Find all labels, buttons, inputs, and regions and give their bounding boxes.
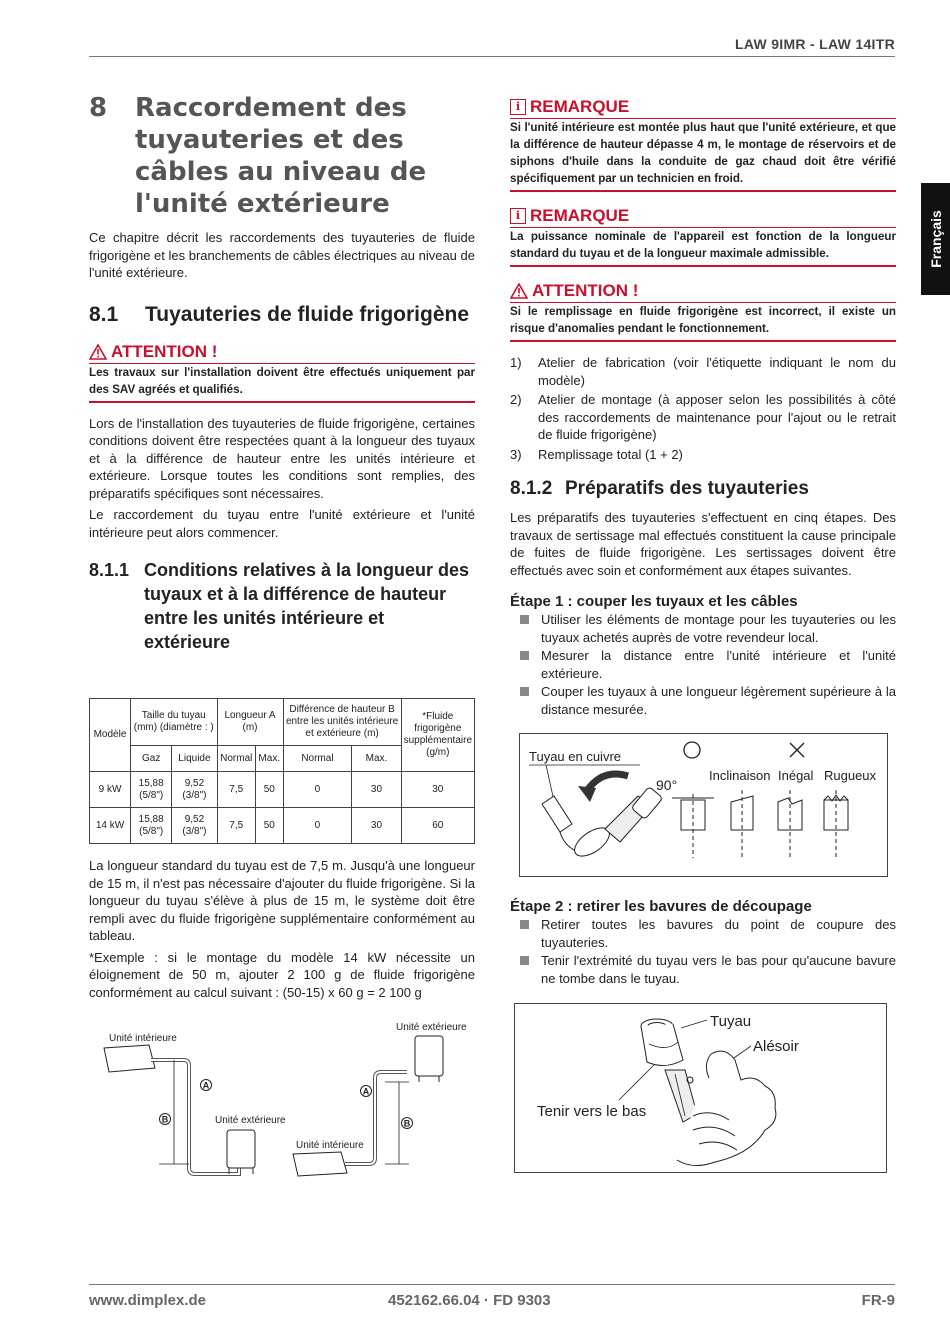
section-8-1-1-title: Conditions relatives à la longueur des tuyaux et à la différence de hauteur entre les unités intérieure et extérieure: [144, 560, 470, 652]
marker-b-2-label: B: [403, 1118, 411, 1129]
indoor-unit-1: [104, 1045, 155, 1072]
list-text: Remplissage total (1 + 2): [538, 446, 683, 462]
section-8-intro: Ce chapitre décrit les raccordements des tuyauteries de fluide frigorigène et les branchements de câbles électriques au niveau de l'unité extérieure.: [89, 230, 475, 280]
deburring-figure: [514, 1003, 887, 1173]
cell-b-normal: 0: [283, 808, 352, 844]
cell-b-normal: 0: [283, 772, 352, 808]
pipe-cutting-figure: [519, 733, 888, 877]
step-2-list: [510, 916, 896, 987]
footer-rule: [89, 1284, 895, 1285]
th-length-a: Longueur A (m): [217, 699, 283, 746]
outdoor-unit-1: [227, 1130, 255, 1168]
list-number: 3): [510, 446, 522, 462]
bullet-text: Retirer toutes les bavures du point de coupure des tuyauteries.: [541, 917, 896, 950]
cell-gas: 15,88 (5/8"): [131, 772, 172, 808]
section-8-1-1-number: 8.1.1: [89, 560, 130, 580]
info-icon: i: [510, 99, 526, 115]
info-icon: i: [510, 208, 526, 224]
bullet-icon: [520, 687, 529, 696]
bullet-text: Couper les tuyaux à une longueur légèrement supérieure à la distance mesurée.: [541, 684, 896, 717]
attention-notice-1: [89, 342, 475, 403]
numbered-list: [510, 354, 896, 463]
cell-liquid: 9,52 (3/8"): [172, 808, 217, 844]
language-tab[interactable]: [921, 183, 950, 295]
cell-gas: 15,88 (5/8"): [131, 808, 172, 844]
bullet-icon: [520, 920, 529, 929]
cell-a-normal: 7,5: [217, 772, 255, 808]
th-height-b: Différence de hauteur B entre les unités intérieure et extérieure (m): [283, 699, 401, 746]
table-row: [90, 808, 475, 844]
th-gas: Gaz: [131, 746, 172, 772]
language-tab-label: Français: [927, 210, 944, 268]
warning-icon: [510, 283, 528, 299]
section-8-1-1-heading: [89, 558, 475, 654]
outdoor-unit-label-2: Unité extérieure: [396, 1022, 467, 1033]
section-8-number: 8: [89, 93, 108, 123]
th-pipe-size: Taille du tuyau (mm) (diamètre : ): [131, 699, 218, 746]
table-row: [90, 772, 475, 808]
reamer-label: Alésoir: [753, 1038, 799, 1055]
section-8-1-1-example: *Exemple : si le montage du modèle 14 kW nécessite un éloignement de 50 m, ajouter 2 100 g de fluide frigorigène conformément au calcul suivant : (50-15) x 60 g = 2 100 g: [89, 949, 475, 1000]
cell-fluid: 60: [401, 808, 474, 844]
marker-a-1-label: A: [202, 1080, 210, 1091]
section-8-1-1-para1: La longueur standard du tuyau est de 7,5 m. Jusqu'à une longueur de 15 m, il n'est pas nécessaire d'ajouter du fluide frigorigène. Si la longueur du tuyau s'élève à plus de 15 m, le système doit être rempli avec du fluide frigorigène supplémentaire conformément au tableau.: [89, 858, 475, 943]
cell-liquid: 9,52 (3/8"): [172, 772, 217, 808]
correct-icon: [684, 742, 700, 758]
section-8-1-heading: [89, 300, 475, 329]
marker-a-2-label: A: [362, 1086, 370, 1097]
bullet-icon: [520, 651, 529, 660]
step-2-title: Étape 2 : retirer les bavures de découpage: [510, 898, 812, 915]
section-8-heading: [89, 92, 475, 220]
attention-notice-2: [510, 281, 896, 342]
step-2: [510, 897, 896, 988]
attention-label: ATTENTION !: [111, 341, 218, 361]
remark-label-1: REMARQUE: [530, 97, 630, 116]
indoor-unit-2: [293, 1152, 347, 1176]
section-8-1-2-number: 8.1.2: [510, 478, 553, 499]
warning-icon: [89, 344, 107, 360]
remark-label-2: REMARQUE: [530, 206, 630, 225]
th-b-normal: Normal: [283, 746, 352, 772]
list-text: Atelier de montage (à apposer selon les possibilités à côté des raccordements de maintenance pour l'ajout ou le retrait de fluide frigorigène): [538, 392, 896, 442]
th-a-max: Max.: [255, 746, 283, 772]
bullet-icon: [520, 615, 529, 624]
cell-model: 9 kW: [90, 772, 131, 808]
pipe-label: Tuyau: [710, 1013, 752, 1030]
th-b-max: Max.: [352, 746, 401, 772]
section-8-1-para1: Lors de l'installation des tuyauteries de fluide frigorigène, certaines conditions doivent être respectées quant à la longueur des tuyaux et à la différence de hauteur entre les unités intérieure et extérieure. Lorsque toutes les conditions sont remplies, des préparatifs spécifiques sont nécessaires.: [89, 415, 475, 501]
list-item: [510, 446, 896, 464]
list-item: [510, 391, 896, 444]
angle-label: 90°: [656, 777, 678, 793]
section-8-1-number: 8.1: [89, 302, 119, 326]
document-header-title: LAW 9IMR - LAW 14ITR: [735, 36, 895, 52]
th-liquid: Liquide: [172, 746, 217, 772]
outdoor-unit-2: [415, 1036, 443, 1076]
section-8-1-title: Tuyauteries de fluide frigorigène: [145, 302, 470, 326]
outdoor-unit-label-1: Unité extérieure: [215, 1115, 286, 1126]
section-8-title: Raccordement des tuyauteries et des câbles au niveau de l'unité extérieure: [135, 93, 427, 219]
bullet-text: Utiliser les éléments de montage pour les tuyauteries ou les tuyaux achetés auprès de votre revendeur local.: [541, 612, 896, 645]
cell-a-normal: 7,5: [217, 808, 255, 844]
list-item: [510, 354, 896, 389]
bullet-text: Mesurer la distance entre l'unité intérieure et l'unité extérieure.: [541, 648, 896, 681]
indoor-unit-label-1: Unité intérieure: [109, 1033, 177, 1044]
cell-a-max: 50: [255, 808, 283, 844]
cell-model: 14 kW: [90, 808, 131, 844]
footer-page-number: FR-9: [861, 1292, 895, 1309]
remark-notice-2-text: La puissance nominale de l'appareil est fonction de la longueur standard du tuyau et de la longueur maximale admissible.: [510, 230, 896, 260]
list-text: Atelier de fabrication (voir l'étiquette indiquant le nom du modèle): [538, 355, 896, 388]
section-8-1-2-heading: [510, 477, 896, 501]
list-item: [510, 683, 896, 718]
copper-pipe-label: Tuyau en cuivre: [529, 749, 622, 764]
attention-label-2: ATTENTION !: [532, 281, 639, 300]
section-8-1-2-intro: Les préparatifs des tuyauteries s'effectuent en cinq étapes. Des travaux de sertissage mal effectués constituent la cause principale de fuites de fluide frigorigène. Les sertissages doivent être effectués avec soin et conformément aux étapes suivantes.: [510, 510, 896, 578]
list-item: [510, 916, 896, 951]
th-extra-fluid: *Fluide frigorigène supplémentaire (g/m): [401, 699, 474, 772]
th-model: Modèle: [90, 699, 131, 772]
indoor-unit-label-2: Unité intérieure: [296, 1140, 364, 1151]
hold-down-label: Tenir vers le bas: [537, 1103, 647, 1120]
pipe-end-samples: [672, 790, 848, 858]
bullet-text: Tenir l'extrémité du tuyau vers le bas pour qu'aucune bavure ne tombe dans le tuyau.: [541, 953, 896, 986]
rough-label: Rugueux: [824, 768, 877, 783]
list-number: 2): [510, 392, 522, 407]
list-number: 1): [510, 355, 522, 370]
remark-notice-1: [510, 97, 896, 192]
header-rule: [89, 56, 895, 57]
list-item: [510, 647, 896, 682]
remark-notice-1-text: Si l'unité intérieure est montée plus haut que l'unité extérieure, et que la différence de hauteur dépasse 4 m, le montage de réservoirs et de siphons d'huile dans la conduite de gaz chaud doit être vérifié spécifiquement par un technicien en froid.: [510, 121, 896, 185]
remark-notice-2: [510, 206, 896, 267]
remark-notice-2-title: [510, 206, 896, 228]
cell-a-max: 50: [255, 772, 283, 808]
remark-notice-1-title: [510, 97, 896, 119]
attention-notice-1-title: [89, 342, 475, 364]
pipe-layout-diagram: [89, 1018, 475, 1188]
step-1-list: [510, 611, 896, 718]
cell-b-max: 30: [352, 808, 401, 844]
incline-label: Inclinaison: [709, 768, 771, 783]
footer-doc-number: 452162.66.04 · FD 9303: [388, 1292, 551, 1309]
pipe-conditions-table: [89, 698, 475, 844]
section-8-1-para2: Le raccordement du tuyau entre l'unité extérieure et l'unité intérieure peut alors commencer.: [89, 507, 475, 540]
attention-notice-1-text: Les travaux sur l'installation doivent être effectués uniquement par des SAV agréés et qualifiés.: [89, 365, 475, 396]
footer-url[interactable]: www.dimplex.de: [89, 1292, 206, 1309]
bullet-icon: [520, 956, 529, 965]
attention-notice-2-title: [510, 281, 896, 303]
marker-b-1-label: B: [161, 1114, 169, 1125]
section-8-1-2-title: Préparatifs des tuyauteries: [565, 478, 809, 499]
th-a-normal: Normal: [217, 746, 255, 772]
pipe-illustration: [641, 1019, 683, 1066]
section-8: [89, 92, 475, 654]
cell-b-max: 30: [352, 772, 401, 808]
section-8-1-1-text: [89, 857, 475, 1001]
step-1-title: Étape 1 : couper les tuyaux et les câbles: [510, 593, 798, 610]
uneven-label: Inégal: [778, 768, 814, 783]
right-column: [510, 97, 896, 719]
list-item: [510, 952, 896, 987]
list-item: [510, 611, 896, 646]
cell-fluid: 30: [401, 772, 474, 808]
attention-notice-2-text: Si le remplissage en fluide frigorigène est incorrect, il existe un risque d'anomalies pendant le fonctionnement.: [510, 305, 896, 335]
